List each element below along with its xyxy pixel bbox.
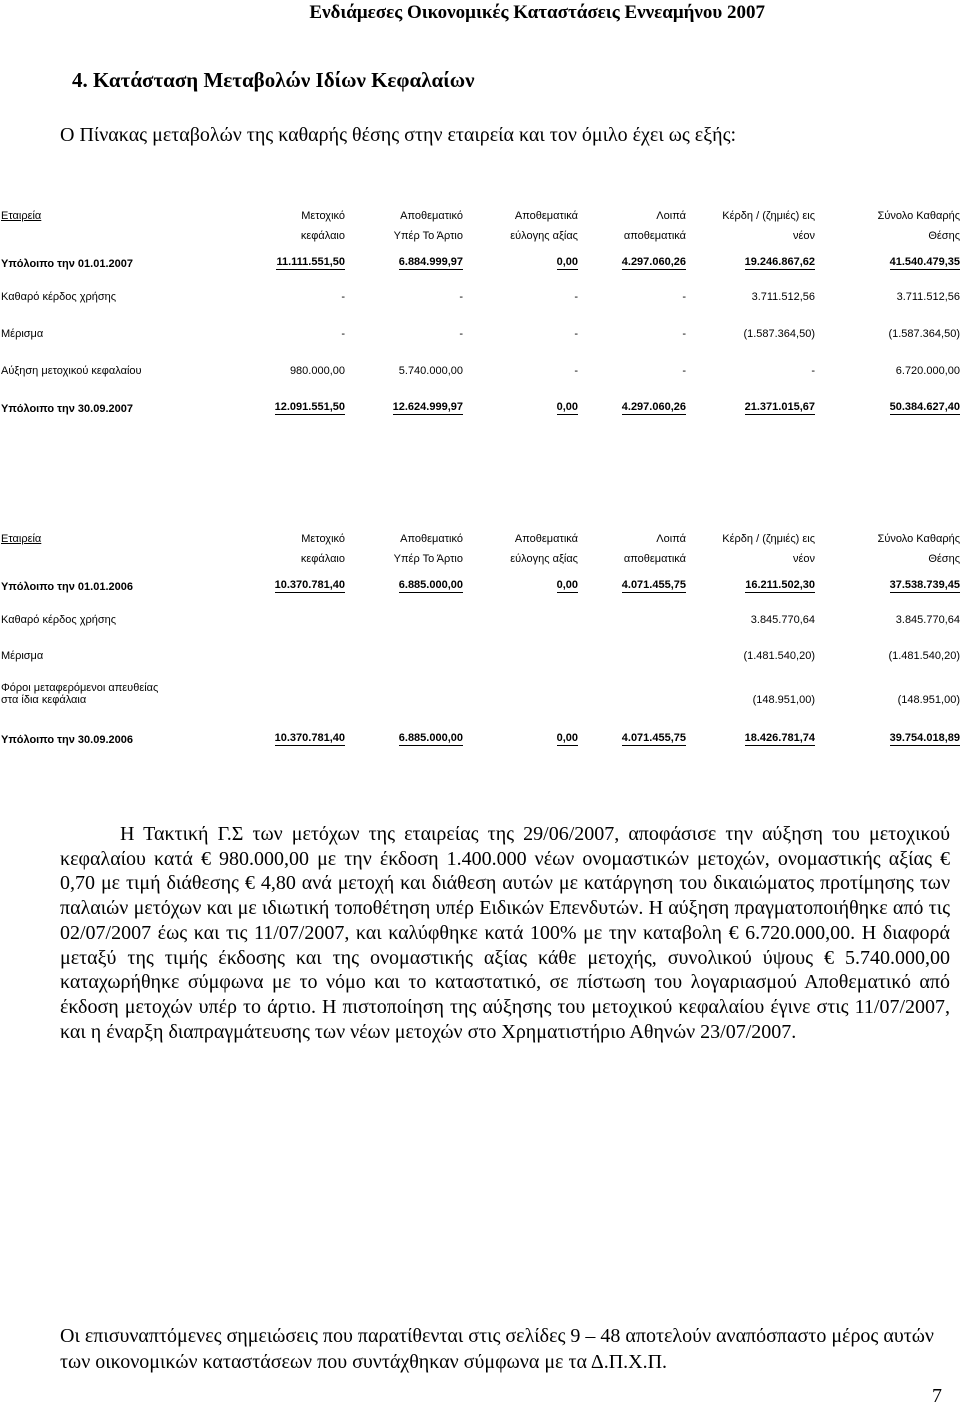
table-row (0, 565, 960, 593)
column-header: Αποθεματικά (514, 533, 578, 545)
column-header (0, 545, 230, 565)
section-title: 4. Κατάσταση Μεταβολών Ιδίων Κεφαλαίων (72, 68, 475, 92)
table-cell (345, 662, 463, 706)
equity-changes-table-2007 (0, 202, 960, 415)
page-number: 7 (932, 1385, 942, 1407)
column-header (0, 222, 230, 242)
column-header: Υπέρ Το Άρτιο (393, 230, 463, 242)
table-cell: (1.587.364,50) (888, 328, 960, 340)
page-header: Ενδιάμεσες Οικονομικές Καταστάσεις Εννεαμήνου 2007 (309, 2, 765, 23)
column-header: Αποθεματικά (514, 210, 578, 222)
column-header: Εταιρεία (1, 533, 42, 545)
table-cell: 19.246.867,62 (744, 256, 815, 268)
table-cell: 6.885.000,00 (398, 579, 463, 591)
column-header: νέον (792, 230, 815, 242)
table-row (0, 242, 960, 270)
table-cell: - (811, 365, 815, 377)
table-cell: (148.951,00) (752, 694, 815, 706)
column-header: Λοιπά (656, 210, 686, 222)
table-cell: 6.885.000,00 (398, 732, 463, 744)
table-cell: 12.624.999,97 (392, 401, 463, 413)
table-row (0, 340, 960, 377)
row-label: Υπόλοιπο την 01.01.2007 (1, 258, 133, 270)
row-label: Μέρισμα (1, 650, 44, 662)
row-label: Φόροι μεταφερόμενοι απευθείας στα ίδια κεφάλαια (1, 682, 159, 706)
table-cell (578, 593, 686, 626)
table-cell: 4.297.060,26 (621, 256, 686, 268)
table-cell: 0,00 (556, 579, 578, 591)
table-row (0, 270, 960, 303)
table-cell: (1.481.540,20) (888, 650, 960, 662)
table-cell (345, 593, 463, 626)
table-cell: 4.071.455,75 (621, 732, 686, 744)
table-cell (463, 626, 578, 662)
footer-note: Οι επισυναπτόμενες σημειώσεις που παρατίθενται στις σελίδες 9 – 48 αποτελούν αναπόσπαστο μέρος αυτών των οικονομικών καταστάσεων που συντάχθηκαν σύμφωνα με τα Δ.Π.Χ.Π. (60, 1325, 934, 1373)
table-cell: 10.370.781,40 (274, 732, 345, 744)
table-cell: 6.884.999,97 (398, 256, 463, 268)
table-cell: 50.384.627,40 (889, 401, 960, 413)
table-cell: 5.740.000,00 (398, 365, 463, 377)
column-header: Λοιπά (656, 533, 686, 545)
table-cell: 4.071.455,75 (621, 579, 686, 591)
equity-changes-table-2006 (0, 525, 960, 746)
row-label: Αύξηση μετοχικού κεφαλαίου (1, 365, 142, 377)
table-cell (578, 662, 686, 706)
table-cell: 18.426.781,74 (744, 732, 815, 744)
table-cell: (1.481.540,20) (743, 650, 815, 662)
table-cell: 6.720.000,00 (895, 365, 960, 377)
capital-increase-paragraph: Η Τακτική Γ.Σ των μετόχων της εταιρείας της 29/06/2007, αποφάσισε την αύξηση του μετοχικού κεφαλαίου κατά € 980.000,00 με την έκδοση 1.400.000 νέων ονομαστικών μετοχών, ονομαστικής αξίας € 0,70 με τιμή διάθεσης € 4,80 ανά μετοχή και διάθεση αυτών με κατάργηση του δικαιώματος προτίμησης των παλαιών μετόχων και με ιδιωτική τοποθέτηση υπέρ Ειδικών Επενδυτών. Η αύξηση πραγματοποιήθηκε από τις 02/07/2007 έως και τις 11/07/2007, και καλύφθηκε κατά 100% με την καταβολη € 6.720.000,00. Η διαφορά μεταξύ της τιμής έκδοσης και της ονομαστικής αξίας κάθε μετοχής, συνολικού ύψους € 5.740.000,00 καταχωρήθηκε σύμφωνα με το νόμο και το καταστατικό, σε πίστωση του λογαριασμού Αποθεματικό από έκδοση μετοχών υπέρ το άρτιο. Η πιστοποίηση της αύξησης του μετοχικού κεφαλαίου έγινε στις 11/07/2007, και η έναρξη διαπραγμάτευσης των νέων μετοχών στο Χρηματιστήριο Αθηνών 23/07/2007. (60, 823, 950, 1043)
table-header-row (0, 222, 960, 242)
row-label: Καθαρό κέρδος χρήσης (1, 291, 117, 303)
table-row (0, 377, 960, 415)
table-cell: 10.370.781,40 (274, 579, 345, 591)
row-label: Υπόλοιπο την 30.09.2007 (1, 403, 133, 415)
column-header: Σύνολο Καθαρής (877, 533, 960, 545)
table-cell: 21.371.015,67 (744, 401, 815, 413)
table-cell: - (682, 328, 686, 340)
column-header: αποθεματικά (623, 553, 686, 565)
table-cell: 980.000,00 (289, 365, 345, 377)
table-cell: - (574, 291, 578, 303)
table-header-row (0, 525, 960, 545)
table-row (0, 303, 960, 340)
column-header: Αποθεματικό (400, 533, 463, 545)
table-cell: 0,00 (556, 256, 578, 268)
table-cell (463, 593, 578, 626)
column-header: κεφάλαιο (300, 553, 345, 565)
column-header: Εταιρεία (1, 210, 42, 222)
table-cell: - (341, 291, 345, 303)
table-cell: 37.538.739,45 (889, 579, 960, 591)
table-cell: 12.091.551,50 (274, 401, 345, 413)
column-header: αποθεματικά (623, 230, 686, 242)
table-cell (578, 626, 686, 662)
column-header: Αποθεματικό (400, 210, 463, 222)
column-header: Κέρδη / (ζημιές) εις (722, 210, 815, 222)
row-label: Καθαρό κέρδος χρήσης (1, 614, 117, 626)
column-header: Θέσης (928, 230, 960, 242)
table-cell: 3.711.512,56 (896, 291, 960, 303)
table-cell: - (574, 328, 578, 340)
table-cell: - (459, 328, 463, 340)
table-cell: 11.111.551,50 (276, 256, 345, 268)
column-header: κεφάλαιο (300, 230, 345, 242)
table-cell: 3.845.770,64 (750, 614, 815, 626)
table-row (0, 662, 960, 706)
table-cell (345, 626, 463, 662)
table-cell: - (341, 328, 345, 340)
table-cell: 0,00 (556, 401, 578, 413)
table-cell (463, 662, 578, 706)
table-cell: 16.211.502,30 (745, 579, 815, 591)
table-cell: 3.845.770,64 (895, 614, 960, 626)
table-header-row (0, 202, 960, 222)
table-cell: (148.951,00) (897, 694, 960, 706)
table-cell (230, 626, 345, 662)
table-cell: 4.297.060,26 (621, 401, 686, 413)
column-header: Κέρδη / (ζημιές) εις (722, 533, 815, 545)
row-label: Υπόλοιπο την 01.01.2006 (1, 581, 133, 593)
column-header: Θέσης (928, 553, 960, 565)
column-header: Μετοχικό (301, 210, 345, 222)
table-cell: 0,00 (556, 732, 578, 744)
column-header: Υπέρ Το Άρτιο (393, 553, 463, 565)
intro-text: Ο Πίνακας μεταβολών της καθαρής θέσης στην εταιρεία και τον όμιλο έχει ως εξής: (60, 124, 737, 146)
row-label: Μέρισμα (1, 328, 44, 340)
row-label: Υπόλοιπο την 30.09.2006 (1, 734, 133, 746)
table-cell: (1.587.364,50) (743, 328, 815, 340)
table-row (0, 626, 960, 662)
column-header: νέον (792, 553, 815, 565)
table-cell: - (459, 291, 463, 303)
column-header: Σύνολο Καθαρής (877, 210, 960, 222)
table-row (0, 593, 960, 626)
column-header: εύλογης αξίας (510, 553, 578, 565)
table-cell: - (574, 365, 578, 377)
table-row (0, 706, 960, 746)
table-header-row (0, 545, 960, 565)
table-cell: - (682, 365, 686, 377)
table-cell (230, 593, 345, 626)
table-cell: 41.540.479,35 (889, 256, 960, 268)
column-header: εύλογης αξίας (510, 230, 578, 242)
table-cell: 3.711.512,56 (751, 291, 815, 303)
table-cell: - (682, 291, 686, 303)
table-cell: 39.754.018,89 (889, 732, 960, 744)
column-header: Μετοχικό (301, 533, 345, 545)
table-cell (230, 662, 345, 706)
